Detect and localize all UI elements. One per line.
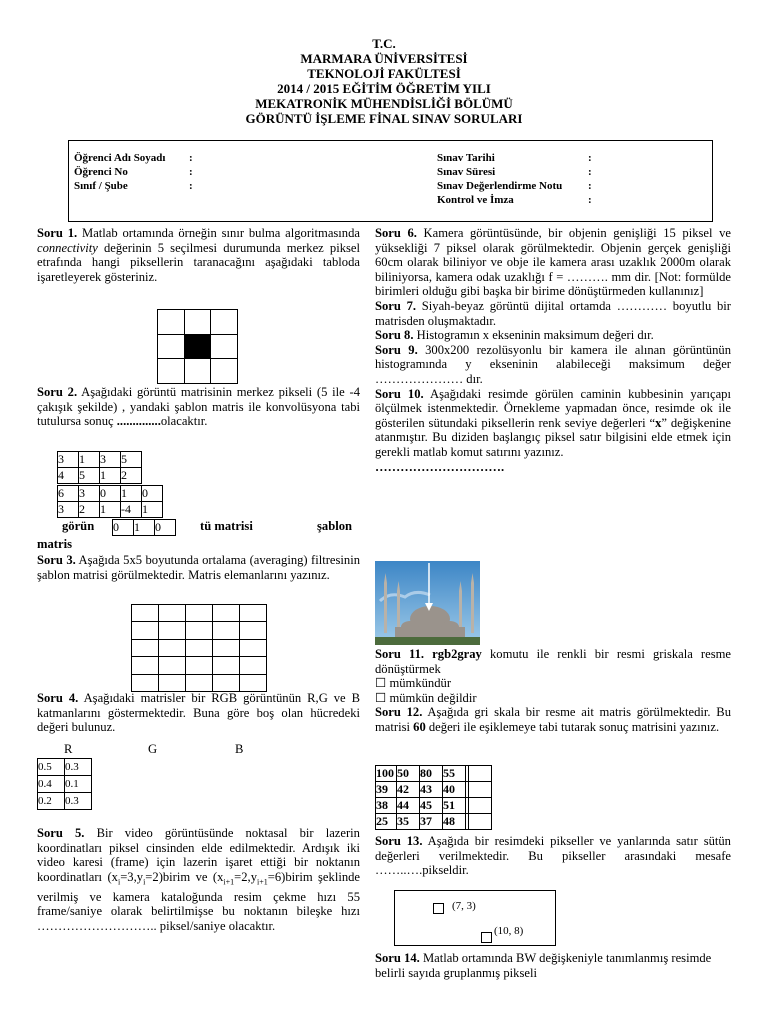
info-left-labels — [74, 151, 193, 193]
template-cell: -4 — [121, 502, 142, 518]
matrix-cell: 100 — [376, 766, 397, 782]
q5-subscript: i+1 — [223, 877, 235, 887]
answer-cell[interactable] — [186, 657, 213, 674]
question-13 — [375, 834, 731, 878]
matrix-cell: 51 — [443, 798, 466, 814]
exam-date-label: Sınav Tarihi — [437, 152, 495, 164]
answer-cell[interactable] — [132, 674, 159, 691]
template-cell: 1 — [100, 502, 121, 518]
q11-title: Soru 11. — [375, 647, 425, 661]
q13-pixel-box — [394, 890, 556, 946]
answer-cell[interactable] — [159, 639, 186, 656]
matrix-cell: 40 — [443, 782, 466, 798]
matrix-cell: 5 — [121, 452, 142, 468]
checkbox-icon[interactable]: ☐ — [375, 676, 387, 691]
matrix-cell: 48 — [443, 814, 466, 830]
q2-after-text: tü matrisi — [200, 519, 253, 533]
q14-title: Soru 14. — [375, 951, 420, 965]
q2-mixed-matrix — [57, 485, 163, 518]
q4-label-g: G — [148, 742, 158, 756]
q13-text: Aşağıda bir resimdeki pikseller ve yanlarında satır sütün değerleri verilmektedir. Bu pikseller arasındaki mesafe ……..….pikseldir. — [375, 834, 731, 878]
q6-text: Kamera görüntüsünde, bir objenin genişliği 15 piksel ve yüksekliği 7 piksel olarak görülmektedir. Objenin gerçek genişliği 60cm olarak biliniyor ve obje ile kamera arası uzaklık 2000m olarak biliniyorsa, kamera odak uzaklığı f = ………. mm dir. [Not: formülde birimleri olduğu gibi başka bir birime dönüştürmeden kullanınız] — [375, 226, 732, 299]
q10-title: Soru 10. — [375, 386, 424, 401]
question-8 — [375, 328, 731, 343]
q1-cell[interactable] — [184, 310, 211, 335]
control-sign-label: Kontrol ve İmza — [437, 194, 514, 206]
matrix-cell: 45 — [420, 798, 443, 814]
exam-duration-label: Sınav Süresi — [437, 166, 496, 178]
template-cell: 0 — [113, 520, 134, 536]
template-cell: 1 — [121, 486, 142, 502]
q3-averaging-grid — [131, 604, 267, 692]
answer-cell[interactable] — [159, 657, 186, 674]
matrix-cell: 1 — [100, 468, 121, 484]
colon: : — [189, 152, 193, 164]
answer-cell[interactable] — [469, 814, 492, 830]
q12-text-b: değeri ile eşiklemeye tabi tutarak sonuç matrisini yazınız. — [425, 719, 720, 734]
header-faculty: TEKNOLOJİ FAKÜLTESİ — [307, 66, 461, 81]
q11-text: komutu ile renkli bir resmi griskala resme dönüştürmek — [375, 647, 732, 676]
answer-cell[interactable] — [186, 674, 213, 691]
colon: : — [588, 180, 592, 192]
question-14 — [375, 951, 731, 980]
colon: : — [189, 180, 193, 192]
matrix-cell: 0.3 — [65, 759, 92, 776]
pixel-2-square — [481, 932, 492, 943]
matrix-cell: 0.1 — [65, 776, 92, 793]
q4-title: Soru 4. — [37, 691, 79, 705]
right-column — [375, 226, 731, 474]
colon: : — [588, 194, 592, 206]
answer-cell[interactable] — [213, 605, 240, 622]
q9-title: Soru 9. — [375, 342, 418, 357]
matrix-cell: 3 — [100, 452, 121, 468]
answer-cell[interactable] — [186, 605, 213, 622]
matrix-cell: 6 — [58, 486, 79, 502]
answer-cell[interactable] — [240, 622, 267, 639]
q4-text: Aşağıdaki matrisler bir RGB görüntünün R,G ve B katmanlarını göstermektedir. Buna göre boş olan hücredeki değeri bulunuz. — [37, 691, 360, 735]
question-2 — [37, 385, 360, 429]
matrix-cell: 3 — [58, 452, 79, 468]
q1-title: Soru 1. — [37, 226, 78, 240]
header-line-tc: T.C. — [372, 36, 396, 51]
q2-template-last-row — [112, 519, 176, 536]
answer-cell[interactable] — [213, 657, 240, 674]
checkbox-icon[interactable]: ☐ — [375, 690, 387, 705]
matrix-cell: 25 — [376, 814, 397, 830]
q5-eq: =3,y — [120, 869, 144, 884]
matrix-cell: 3 — [58, 502, 79, 518]
answer-cell[interactable] — [213, 639, 240, 656]
matrix-cell: 44 — [397, 798, 420, 814]
answer-cell[interactable] — [240, 657, 267, 674]
q2-tail: olacaktır. — [160, 414, 208, 429]
colon: : — [588, 152, 592, 164]
q4-matrix — [37, 758, 92, 810]
q1-text-b: değerinin 5 seçilmesi durumunda merkez piksel etrafında hangi piksellerin taranacağını aşağıdaki tabloda işaretleyerek gösteriniz. — [37, 240, 360, 284]
q1-cell[interactable] — [184, 359, 211, 384]
answer-cell[interactable] — [213, 622, 240, 639]
q2-gorun-text: görün — [62, 519, 95, 533]
q10-text: Aşağıdaki resimde görülen caminin kubbesinin yarıçapı ölçülmek istenmektedir. Örnekleme yapmadan önce, resimde ok ile gösterilen sütundaki piksellerin renk seviye değerleri “ — [375, 386, 731, 430]
pixel-2-label: (10, 8) — [494, 925, 524, 937]
question-12 — [375, 705, 731, 734]
q1-center-cell — [184, 334, 211, 359]
answer-cell[interactable] — [469, 766, 492, 782]
q8-text: Histogramın x ekseninin maksimum değeri dır. — [413, 328, 654, 343]
matrix-cell: 80 — [420, 766, 443, 782]
answer-cell[interactable] — [132, 657, 159, 674]
q11-option-2-label: mümkün değildir — [389, 690, 477, 705]
q2-title: Soru 2. — [37, 385, 78, 399]
header-year: 2014 / 2015 EĞİTİM ÖĞRETİM YILI — [277, 81, 491, 96]
q1-italic: connectivity — [37, 240, 98, 255]
matrix-cell: 0.3 — [65, 793, 92, 810]
q14-text: Matlab ortamında BW değişkeniyle tanımlanmış resimde belirli sayıda gruplanmış pikseli — [375, 951, 712, 980]
q5-title: Soru 5. — [37, 826, 85, 840]
matrix-cell: 1 — [79, 452, 100, 468]
question-7 — [375, 299, 731, 328]
matrix-cell: 43 — [420, 782, 443, 798]
q10-dots: …………………………. — [375, 459, 505, 474]
q11-option-2[interactable] — [375, 691, 731, 706]
q4-label-r: R — [64, 742, 73, 756]
q6-title: Soru 6. — [375, 226, 417, 240]
answer-cell[interactable] — [132, 622, 159, 639]
q1-cell[interactable] — [211, 310, 238, 335]
matrix-cell: 38 — [376, 798, 397, 814]
q1-cell[interactable] — [211, 359, 238, 384]
q1-grid — [157, 309, 238, 384]
q9-text: 300x200 rezolüsyonlu bir kamera ile alınan görüntünün histogramında y ekseninin alabileceği maksimum değer ………………… dır. — [375, 342, 731, 386]
colon: : — [588, 166, 592, 178]
q5-dots: ……………………….. — [37, 919, 157, 934]
student-no-label: Öğrenci No — [74, 166, 128, 178]
question-5 — [37, 826, 360, 934]
matrix-cell: 0.2 — [38, 793, 65, 810]
mosque-photo — [375, 561, 480, 645]
question-6 — [375, 226, 731, 299]
answer-cell[interactable] — [186, 639, 213, 656]
answer-cell[interactable] — [240, 674, 267, 691]
answer-cell[interactable] — [132, 639, 159, 656]
q12-title: Soru 12. — [375, 705, 423, 720]
header-exam-title: GÖRÜNTÜ İŞLEME FİNAL SINAV SORULARI — [245, 111, 523, 126]
matrix-cell: 50 — [397, 766, 420, 782]
q2-matris-text: matris — [37, 537, 72, 551]
answer-cell[interactable] — [132, 605, 159, 622]
q10-text-b: ” değişkenine atanmıştır. Bu diziden başlangıç piksel satır bilgisini elde etmek için gerekli matlab komut satırını yazınız. — [375, 415, 731, 459]
matrix-cell: 4 — [58, 468, 79, 484]
question-1 — [37, 226, 360, 284]
header-university: MARMARA ÜNİVERSİTESİ — [300, 51, 468, 66]
matrix-cell: 3 — [79, 486, 100, 502]
template-cell: 1 — [134, 520, 155, 536]
answer-cell[interactable] — [159, 605, 186, 622]
matrix-cell: 35 — [397, 814, 420, 830]
q5-subscript: i — [143, 877, 146, 887]
q3-title: Soru 3. — [37, 553, 76, 567]
q1-text: Matlab ortamında örneğin sınır bulma algoritmasında — [77, 226, 360, 240]
q1-cell[interactable] — [211, 334, 238, 359]
answer-cell[interactable] — [240, 605, 267, 622]
q2-dots: .............. — [116, 414, 161, 429]
header-department: MEKATRONİK MÜHENDİSLİĞİ BÖLÜMÜ — [255, 96, 513, 111]
q5-tail: piksel/saniye olacaktır. — [156, 919, 276, 934]
pixel-1-square — [433, 903, 444, 914]
q2-text: Aşağıdaki görüntü matrisinin merkez pikseli (5 ile -4 çakışık şekilde) , yandaki şablon matris ile konvolüsyona tabi tutulursa sonuç — [37, 385, 360, 429]
right-column-lower — [375, 647, 731, 735]
q5-eq: =2)birim ve (x — [145, 869, 224, 884]
q5-eq: =6)birim şeklinde verilmiş ve kamera kataloğunda resim çekme hızı 55 frame/saniye olarak belirtilmişse bu noktanın bileşke hızı — [37, 869, 361, 919]
q12-text: Aşağıda gri skala bir resme ait matris görülmektedir. Bu matrisi — [375, 705, 731, 734]
matrix-cell: 55 — [443, 766, 466, 782]
q2-sablon-text: şablon — [317, 519, 353, 533]
answer-cell[interactable] — [240, 639, 267, 656]
q3-text: Aşağıda 5x5 boyutunda ortalama (averaging) filtresinin şablon matrisi görülmektedir. Matris elemanlarını yazınız. — [37, 553, 360, 582]
q4-label-b: B — [235, 742, 244, 756]
q7-title: Soru 7. — [375, 298, 417, 313]
q8-title: Soru 8. — [375, 328, 414, 343]
template-cell: 0 — [100, 486, 121, 502]
q5-subscript: i — [117, 877, 121, 887]
q11-option-1-label: mümkündür — [389, 676, 452, 691]
q5-subscript: i+1 — [257, 877, 268, 887]
q12-gray-matrix — [375, 765, 492, 830]
question-9 — [375, 343, 731, 387]
q1-cell[interactable] — [158, 359, 185, 384]
matrix-cell: 2 — [121, 468, 142, 484]
q11-cmd: rgb2gray — [424, 647, 482, 661]
q12-threshold: 60 — [413, 719, 426, 734]
matrix-cell: 37 — [420, 814, 443, 830]
exam-grade-label: Sınav Değerlendirme Notu — [437, 180, 563, 192]
question-4 — [37, 691, 360, 735]
answer-cell[interactable] — [159, 674, 186, 691]
q1-cell[interactable] — [158, 310, 185, 335]
matrix-cell: 39 — [376, 782, 397, 798]
matrix-cell: 5 — [79, 468, 100, 484]
q13-title: Soru 13. — [375, 834, 423, 848]
matrix-cell: 42 — [397, 782, 420, 798]
class-label: Sınıf / Şube — [74, 180, 128, 192]
matrix-cell: 2 — [79, 502, 100, 518]
question-11 — [375, 647, 731, 676]
answer-cell[interactable] — [186, 622, 213, 639]
q2-image-matrix — [57, 451, 142, 484]
answer-cell[interactable] — [159, 622, 186, 639]
matrix-cell: 0.4 — [38, 776, 65, 793]
matrix-cell: 0.5 — [38, 759, 65, 776]
q11-option-1[interactable] — [375, 676, 731, 691]
student-name-label: Öğrenci Adı Soyadı — [74, 152, 166, 164]
template-cell: 0 — [142, 486, 163, 502]
answer-cell[interactable] — [469, 782, 492, 798]
info-right-labels — [437, 151, 592, 207]
question-3 — [37, 553, 360, 582]
answer-cell[interactable] — [469, 798, 492, 814]
q7-text: Siyah-beyaz görüntü dijital ortamda ………… boyutlu bir matrisden oluşmaktadır. — [375, 298, 731, 328]
q5-eq: =2,y — [234, 869, 257, 884]
template-cell: 1 — [142, 502, 163, 518]
q1-cell[interactable] — [158, 334, 185, 359]
q10-x-var: x — [655, 415, 662, 430]
q5-text: Bir video görüntüsünde noktasal bir lazerin koordinatları piksel cinsinden elde edilmektedir. Ardışık iki video karesi (frame) için lazerin işaret ettiği bir noktanın koordinatları (x — [37, 826, 360, 884]
question-10 — [375, 387, 731, 460]
trees — [375, 637, 480, 645]
template-cell: 0 — [155, 520, 176, 536]
answer-cell[interactable] — [213, 674, 240, 691]
pixel-1-label: (7, 3) — [452, 900, 476, 912]
colon: : — [189, 166, 193, 178]
